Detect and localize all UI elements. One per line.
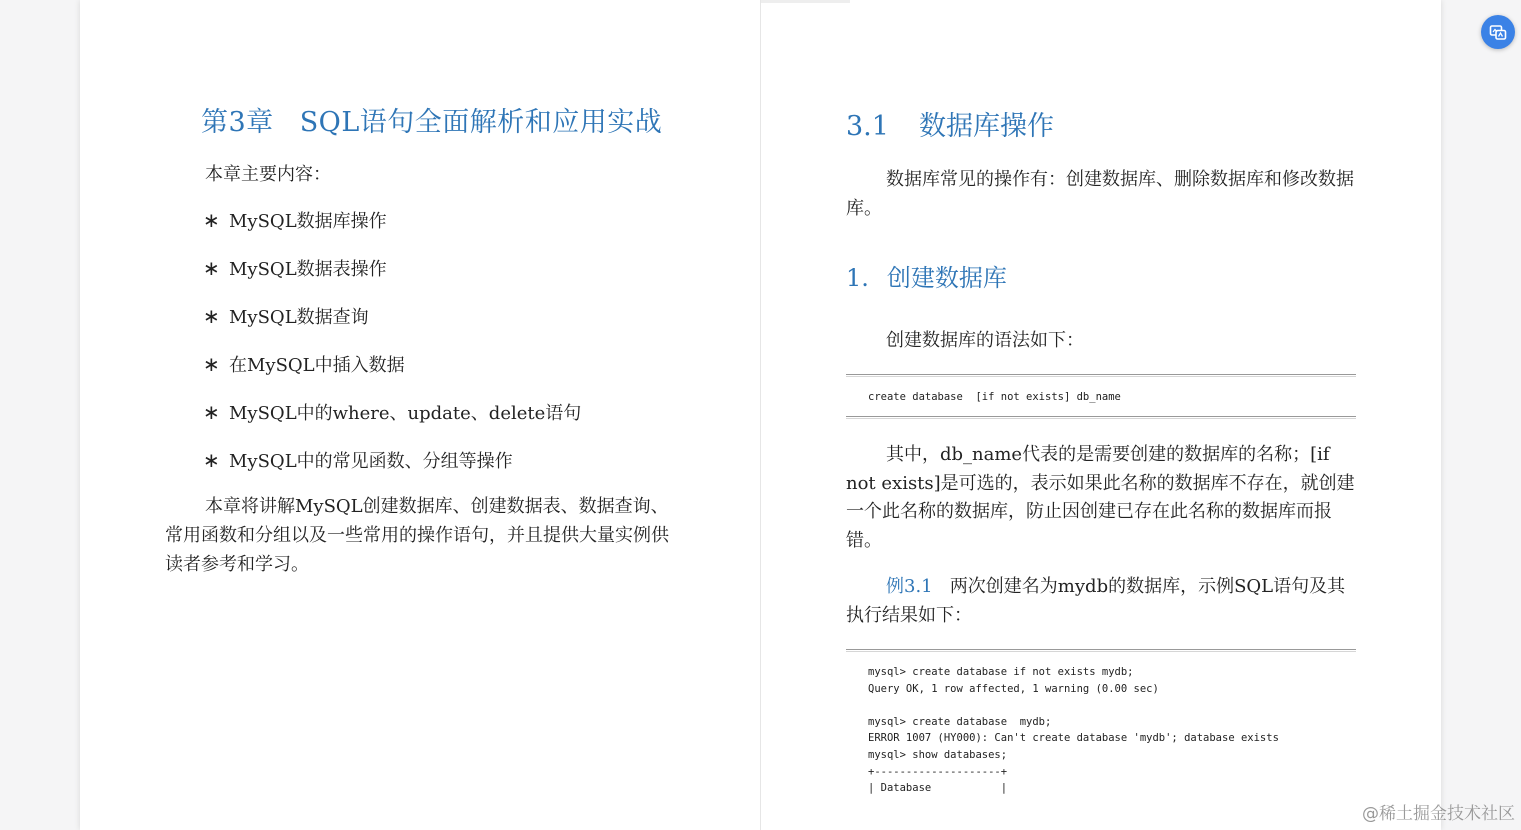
code-rule-bottom xyxy=(846,416,1356,419)
list-item xyxy=(203,252,581,300)
section-number: 3.1 xyxy=(846,111,889,142)
list-item-text: MySQL数据表操作 xyxy=(229,259,387,280)
list-item-text: MySQL中的常见函数、分组等操作 xyxy=(229,451,513,472)
image-translate-icon xyxy=(1489,23,1507,41)
code-line: Query OK, 1 row affected, 1 warning (0.00 sec) xyxy=(868,682,1159,695)
asterisk-bullet-icon: ∗ xyxy=(203,256,220,280)
asterisk-bullet-icon: ∗ xyxy=(203,448,220,472)
chapter-title xyxy=(201,100,662,139)
list-item-text: MySQL数据库操作 xyxy=(229,211,387,232)
code-line: mysql> create database mydb; xyxy=(868,715,1052,728)
syntax-intro-paragraph: 创建数据库的语法如下： xyxy=(886,330,1084,351)
left-page xyxy=(80,0,760,830)
section-title-text: 数据库操作 xyxy=(918,111,1054,142)
list-item-text: MySQL数据查询 xyxy=(229,307,369,328)
watermark: @稀土掘金技术社区 xyxy=(1362,804,1515,824)
subsection-number: 1. xyxy=(846,264,869,292)
example-paragraph xyxy=(846,573,1356,630)
syntax-code: create database [if not exists] db_name xyxy=(868,391,1121,403)
list-item-text: 在MySQL中插入数据 xyxy=(229,355,405,376)
page-spread xyxy=(80,0,1441,830)
section-intro-paragraph: 数据库常见的操作有：创建数据库、删除数据库和修改数据库。 xyxy=(846,169,1354,219)
code-line: +--------------------+ xyxy=(868,765,1008,778)
section-title xyxy=(846,104,1054,143)
list-item-text: MySQL中的where、update、delete语句 xyxy=(229,403,582,424)
chapter-number: 第3章 xyxy=(201,107,274,138)
subsection-title-text: 创建数据库 xyxy=(886,264,1007,292)
list-item xyxy=(203,300,581,348)
code-line xyxy=(868,697,1279,714)
list-item xyxy=(203,348,581,396)
code-rule-top xyxy=(846,374,1356,377)
code-line: mysql> create database if not exists mydb; xyxy=(868,666,1134,678)
example-code-block xyxy=(868,664,1279,797)
example-code-rule-top xyxy=(846,649,1356,652)
list-item xyxy=(203,444,581,492)
example-text: 两次创建名为mydb的数据库，示例SQL语句及其执行结果如下： xyxy=(846,576,1346,626)
asterisk-bullet-icon: ∗ xyxy=(203,304,220,328)
subsection-title xyxy=(846,258,1007,293)
intro-label: 本章主要内容： xyxy=(205,164,331,185)
chapter-contents-list xyxy=(203,204,581,492)
list-item xyxy=(203,396,581,444)
right-page xyxy=(761,0,1441,830)
asterisk-bullet-icon: ∗ xyxy=(203,352,220,376)
example-label: 例3.1 xyxy=(886,576,933,597)
chapter-summary: 本章将讲解MySQL创建数据库、创建数据表、数据查询、常用函数和分组以及一些常用的操作语句，并且提供大量实例供读者参考和学习。 xyxy=(165,496,669,575)
code-line: | Database | xyxy=(868,782,1008,795)
explanation-paragraph: 其中，db_name代表的是需要创建的数据库的名称；[if not exists]是可选的，表示如果此名称的数据库不存在，就创建一个此名称的数据库，防止因创建已存在此名称的数据库而报错。 xyxy=(846,444,1355,551)
asterisk-bullet-icon: ∗ xyxy=(203,400,220,424)
chapter-title-text: SQL语句全面解析和应用实战 xyxy=(299,107,663,138)
list-item xyxy=(203,204,581,252)
code-line: ERROR 1007 (HY000): Can't create database 'mydb'; database exists xyxy=(868,732,1279,745)
image-translate-button[interactable] xyxy=(1481,15,1515,49)
asterisk-bullet-icon: ∗ xyxy=(203,208,220,232)
code-line: mysql> show databases; xyxy=(868,748,1008,761)
